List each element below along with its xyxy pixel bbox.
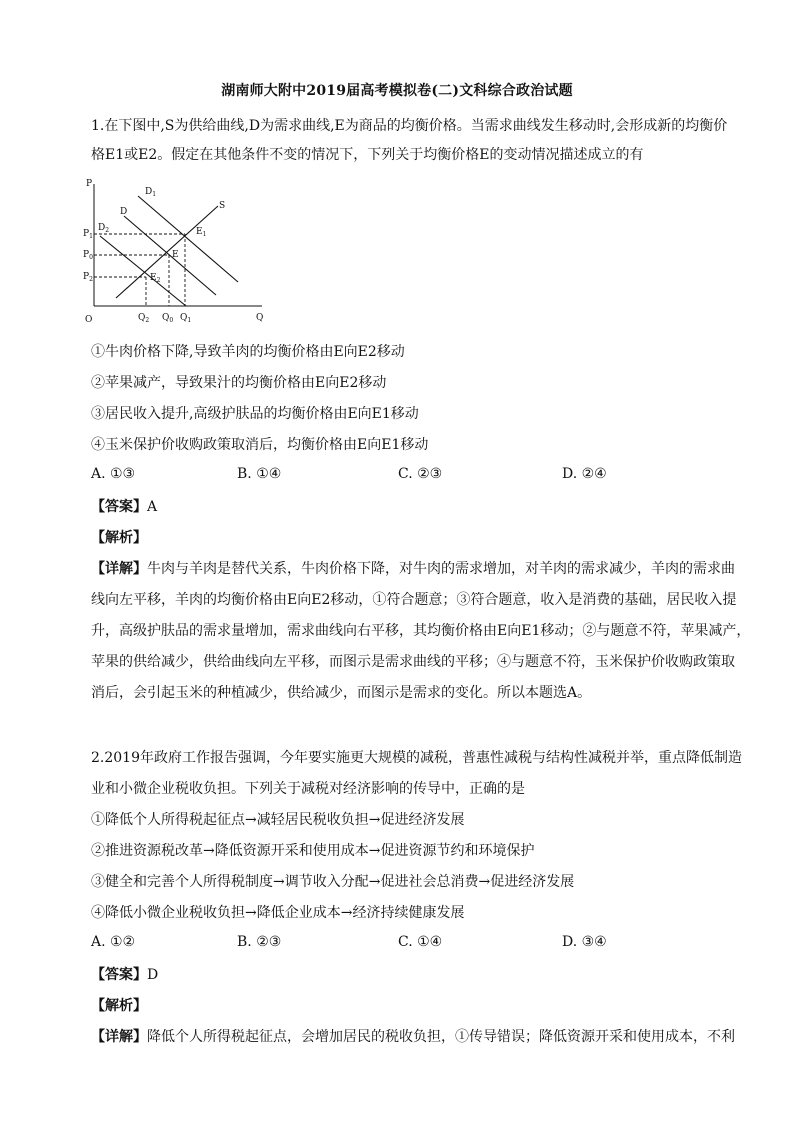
q1-item-4: ④玉米保护价收购政策取消后，均衡价格由E向E1移动 <box>91 437 429 453</box>
q2-stem-line-1: 2.2019年政府工作报告强调，今年要实施更大规模的减税，普惠性减税与结构性减税并举，重点降低制造 <box>91 750 742 766</box>
point-label-e1: $E_1$ <box>196 227 207 238</box>
curve-label-d: D <box>120 207 128 217</box>
q1-item-2: ②苹果减产，导致果汁的均衡价格由E向E2移动 <box>91 375 387 391</box>
q2-answer <box>91 965 158 985</box>
axis-label-q: Q <box>256 313 264 323</box>
tick-label-q1: $Q_1$ <box>180 313 192 324</box>
q1-detail-line-5: 消后，会引起玉米的种植减少，供给减少，而图示是需求的变化。所以本题选A。 <box>91 685 592 701</box>
q2-stem-line-2: 业和小微企业税收负担。下列关于减税对经济影响的传导中，正确的是 <box>91 781 525 797</box>
q2-detail-line-1 <box>91 1027 735 1047</box>
answer-value: D <box>147 967 159 983</box>
q1-option-b: B. ①④ <box>237 466 282 482</box>
q1-item-1: ①牛肉价格下降,导致羊肉的均衡价格由E向E2移动 <box>91 344 405 360</box>
q1-detail-line-2: 线向左平移，羊肉的均衡价格由E向E2移动，①符合题意；③符合题意，收入是消费的基础，居民收入提 <box>91 592 737 608</box>
answer-label: 【答案】 <box>91 967 147 983</box>
tick-label-p2: $P_2$ <box>83 272 93 283</box>
answer-label: 【答案】 <box>91 499 147 515</box>
q1-option-a: A. ①③ <box>91 466 136 482</box>
curve-label-d1: $D_1$ <box>145 187 157 198</box>
q2-item-1: ①降低个人所得税起征点→减轻居民税收负担→促进经济发展 <box>91 812 465 828</box>
q2-analysis-label: 【解析】 <box>91 998 147 1014</box>
q1-detail-line-3: 升，高级护肤品的需求量增加，需求曲线向右平移，其均衡价格由E向E1移动；②与题意不符，苹果减产， <box>91 623 751 639</box>
point-label-e2: $E_2$ <box>150 273 161 284</box>
q1-analysis-label: 【解析】 <box>91 530 147 546</box>
q1-option-c: C. ②③ <box>398 466 443 482</box>
detail-text: 降低个人所得税起征点，会增加居民的税收负担，①传导错误；降低资源开采和使用成本，不利 <box>147 1029 735 1045</box>
point-label-e: E <box>172 250 179 260</box>
tick-label-p1: $P_1$ <box>83 229 93 240</box>
q2-item-4: ④降低小微企业税收负担→降低企业成本→经济持续健康发展 <box>91 905 465 921</box>
q2-option-c: C. ①④ <box>398 934 443 950</box>
origin-label: O <box>85 315 93 325</box>
q1-stem-line-1: 1.在下图中,S为供给曲线,D为需求曲线,E为商品的均衡价格。当需求曲线发生移动时,会形成新的均衡价 <box>91 118 728 134</box>
q1-option-d: D. ②④ <box>562 466 607 482</box>
curve-label-s: S <box>219 201 226 211</box>
curve-label-d2: $D_2$ <box>98 223 110 234</box>
detail-label: 【详解】 <box>91 561 147 577</box>
detail-label: 【详解】 <box>91 1029 147 1045</box>
q2-option-b: B. ②③ <box>237 934 282 950</box>
tick-label-q0: $Q_0$ <box>162 313 174 324</box>
detail-text: 牛肉与羊肉是替代关系，牛肉价格下降，对牛肉的需求增加，对羊肉的需求减少，羊肉的需求曲 <box>147 561 735 577</box>
q2-option-a: A. ①② <box>91 934 136 950</box>
supply-demand-figure <box>80 170 280 330</box>
q1-answer <box>91 497 157 517</box>
q1-stem-line-2: 格E1或E2。假定在其他条件不变的情况下，下列关于均衡价格E的变动情况描述成立的有 <box>91 147 644 163</box>
axis-label-p: P <box>86 179 93 189</box>
answer-value: A <box>147 499 158 515</box>
page-title: 湖南师大附中2019届高考模拟卷(二)文科综合政治试题 <box>221 83 573 99</box>
q1-item-3: ③居民收入提升,高级护肤品的均衡价格由E向E1移动 <box>91 406 419 422</box>
q1-detail-line-1 <box>91 559 735 579</box>
tick-label-q2: $Q_2$ <box>138 313 150 324</box>
tick-label-p0: $P_0$ <box>83 250 93 261</box>
q1-detail-line-4: 苹果的供给减少，供给曲线向左平移，而图示是需求曲线的平移；④与题意不符，玉米保护价收购政策取 <box>91 654 735 670</box>
q2-item-3: ③健全和完善个人所得税制度→调节收入分配→促进社会总消费→促进经济发展 <box>91 874 575 890</box>
q2-item-2: ②推进资源税改革→降低资源开采和使用成本→促进资源节约和环境保护 <box>91 843 535 859</box>
q2-option-d: D. ③④ <box>562 934 607 950</box>
